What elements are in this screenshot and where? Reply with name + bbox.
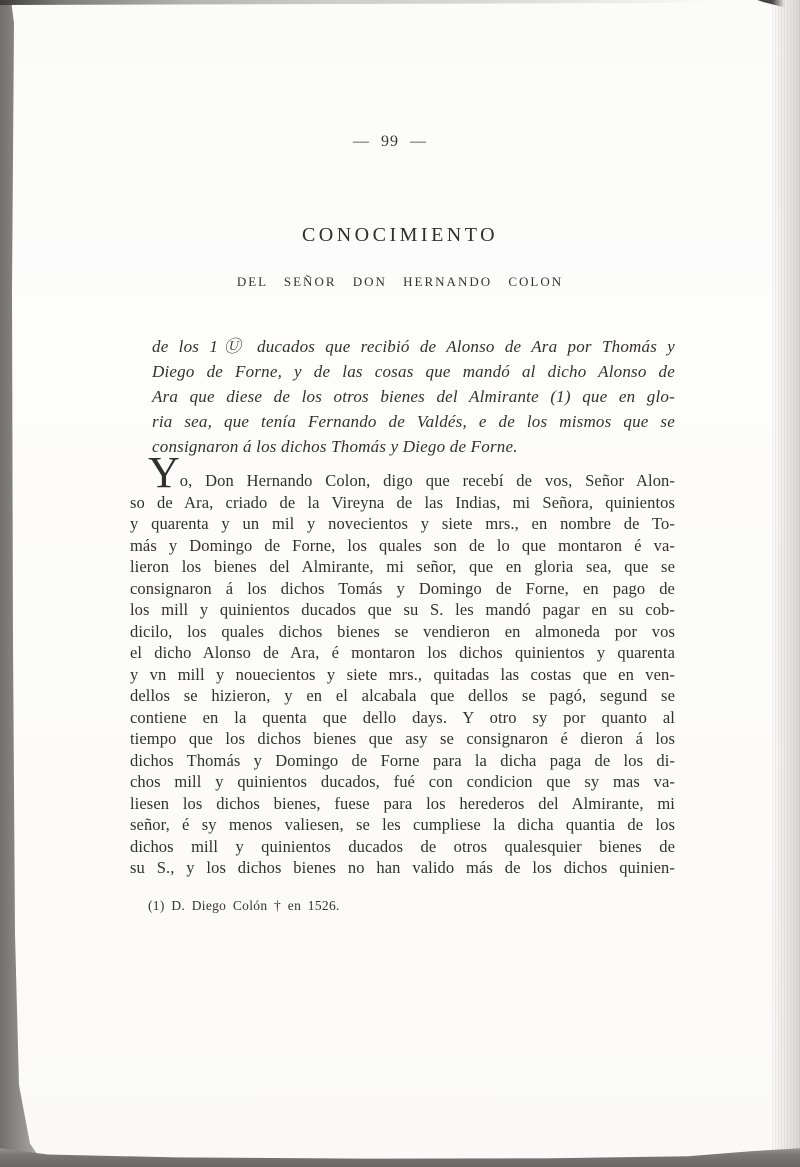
summary-line: Ara que diese de los otros bienes del Almirante (1) que en glo- — [152, 387, 675, 406]
body-line: el dicho Alonso de Ara, é montaron los dichos quinientos y quarenta — [130, 643, 675, 662]
body-first-line-text: o, Don Hernando Colon, digo que recebí de vos, Señor Alon- — [179, 471, 675, 490]
body-line: su S., y los dichos bienes no han valido más de los dichos quinien- — [130, 858, 675, 877]
body-line: y vn mill y nouecientos y siete mrs., quitadas las costas que en ven- — [130, 664, 675, 684]
summary-paragraph — [130, 334, 675, 459]
body-line: dichos Thomás y Domingo de Forne para la dicha paga de los di- — [130, 750, 675, 770]
scan-edge-left — [0, 0, 46, 1167]
body-lines — [130, 492, 675, 879]
summary-line: de los 1Ⓤ ducados que recibió de Alonso de Ara por Thomás y — [152, 337, 675, 356]
page-number: — 99 — — [353, 133, 427, 150]
body-line: liesen los dichos bienes, fuese para los herederos del Almirante, mi — [130, 793, 675, 813]
body-line: los mill y quinientos ducados que su S. les mandó pagar en su cob- — [130, 600, 675, 619]
body-line: tiempo que los dichos bienes que asy se consignaron é dieron á los — [130, 729, 675, 748]
page-title: CONOCIMIENTO — [301, 224, 499, 246]
book-fore-edge-right — [772, 0, 800, 1167]
page-subtitle: DEL SEÑOR DON HERNANDO COLON — [236, 274, 564, 289]
body-line: señor, é sy menos valiesen, se les cumpliese la dicha quantia de los — [130, 815, 675, 834]
body-line: contiene en la quenta que dello days. Y otro sy por quanto al — [130, 707, 675, 727]
body-paragraph — [130, 448, 675, 879]
body-line: dellos se hizieron, y en el alcabala que dellos se pagó, segund se — [130, 686, 675, 705]
body-line: y quarenta y un mil y novecientos y siete mrs., en nombre de To- — [130, 514, 675, 533]
initial-capital: Y — [148, 448, 180, 497]
body-first-line — [130, 448, 675, 497]
scan-edge-top — [0, 0, 740, 5]
body-line: dicilo, los quales dichos bienes se vendieron en almoneda por vos — [130, 621, 675, 641]
body-line: más y Domingo de Forne, los quales son de lo que montaron é va- — [130, 535, 675, 555]
body-line: chos mill y quinientos ducados, fué con condicion que sy mas va- — [130, 772, 675, 791]
scan-shadow-bottom — [0, 1143, 800, 1167]
body-line: so de Ara, criado de la Vireyna de las Indias, mi Señora, quinientos — [130, 492, 675, 512]
summary-line: ria sea, que tenía Fernando de Valdés, e de los mismos que se — [152, 412, 675, 431]
body-line: dichos mill y quinientos ducados de otros qualesquier bienes de — [130, 836, 675, 856]
body-line: consignaron á los dichos Tomás y Domingo de Forne, en pago de — [130, 578, 675, 598]
footnote: (1) D. Diego Colón † en 1526. — [148, 898, 340, 913]
summary-line: consignaron á los dichos Thomás y Diego de Forne. — [152, 437, 518, 456]
summary-line: Diego de Forne, y de las cosas que mandó al dicho Alonso de — [152, 362, 675, 381]
body-line: lieron los bienes del Almirante, mi señor, que en gloria sea, que se — [130, 557, 675, 576]
